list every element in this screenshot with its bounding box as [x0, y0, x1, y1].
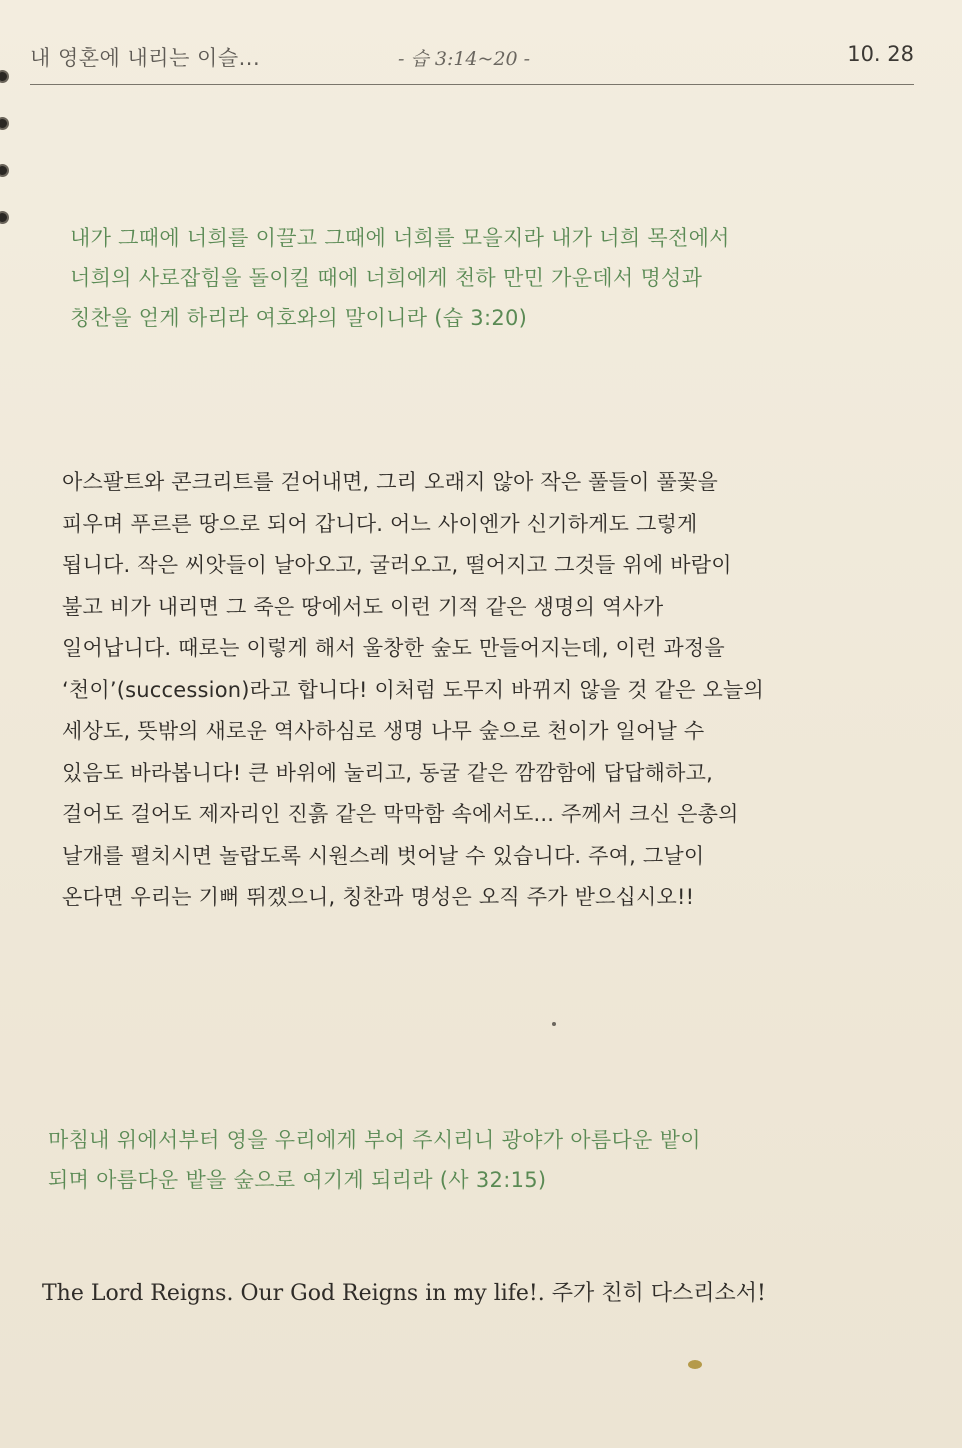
body-line: 아스팔트와 콘크리트를 걷어내면, 그리 오래지 않아 작은 풀들이 풀꽃을: [62, 470, 718, 494]
body-line: 세상도, 뜻밖의 새로운 역사하심로 생명 나무 숲으로 천이가 일어날 수: [62, 719, 705, 743]
header-divider: [30, 84, 914, 85]
book-title: 내 영혼에 내리는 이슬...: [30, 46, 261, 70]
binder-hole: [0, 164, 9, 177]
binder-hole: [0, 211, 9, 224]
verse-line: 내가 그때에 너희를 이끌고 그때에 너희를 모을지라 내가 너희 목전에서: [70, 226, 730, 250]
body-line: 날개를 펼치시면 놀랍도록 시원스레 벗어날 수 있습니다. 주여, 그날이: [62, 843, 705, 868]
binder-hole: [0, 70, 9, 83]
body-line: 일어납니다. 때로는 이렇게 해서 울창한 숲도 만들어지는데, 이런 과정을: [62, 636, 725, 660]
closing-verse: [48, 1120, 918, 1200]
body-line: 됩니다. 작은 씨앗들이 날아오고, 굴러오고, 떨어지고 그것들 위에 바람이: [62, 553, 732, 577]
opening-verse: [70, 218, 870, 338]
body-line: 온다면 우리는 기뻐 뛰겠으니, 칭찬과 명성은 오직 주가 받으십시오!!: [62, 885, 695, 909]
body-line: 걸어도 걸어도 제자리인 진흙 같은 막막함 속에서도... 주께서 크신 은총의: [62, 802, 739, 826]
body-line: 있음도 바라봅니다! 큰 바위에 눌리고, 동굴 같은 깜깜함에 답답해하고,: [62, 760, 713, 785]
scripture-reference: - 습 3:14~20 -: [398, 48, 531, 70]
body-line: 피우며 푸르른 땅으로 되어 갑니다. 어느 사이엔가 신기하게도 그렇게: [62, 511, 698, 536]
verse-line: 너희의 사로잡힘을 돌이킬 때에 너희에게 천하 만민 가운데서 명성과: [70, 266, 703, 290]
body-line: 불고 비가 내리면 그 죽은 땅에서도 이런 기적 같은 생명의 역사가: [62, 594, 664, 619]
verse-line: 마침내 위에서부터 영을 우리에게 부어 주시리니 광야가 아름다운 밭이: [48, 1128, 701, 1152]
page-date: 10. 28: [847, 42, 914, 66]
binder-holes: [0, 70, 10, 258]
paper-speck: [688, 1360, 702, 1369]
verse-line: 칭찬을 얻게 하리라 여호와의 말이니라 (습 3:20): [70, 306, 528, 330]
devotional-body: [62, 462, 902, 919]
verse-line: 되며 아름다운 밭을 숲으로 여기게 되리라 (사 32:15): [48, 1168, 547, 1192]
page-header: [30, 42, 914, 82]
binder-hole: [0, 117, 9, 130]
closing-prayer: The Lord Reigns. Our God Reigns in my life!. 주가 친히 다스리소서!: [42, 1281, 766, 1306]
body-line: ‘천이’(succession)라고 합니다! 이처럼 도무지 바뀌지 않을 것 같은 오늘의: [62, 677, 764, 702]
separator-dot: [552, 1022, 556, 1026]
